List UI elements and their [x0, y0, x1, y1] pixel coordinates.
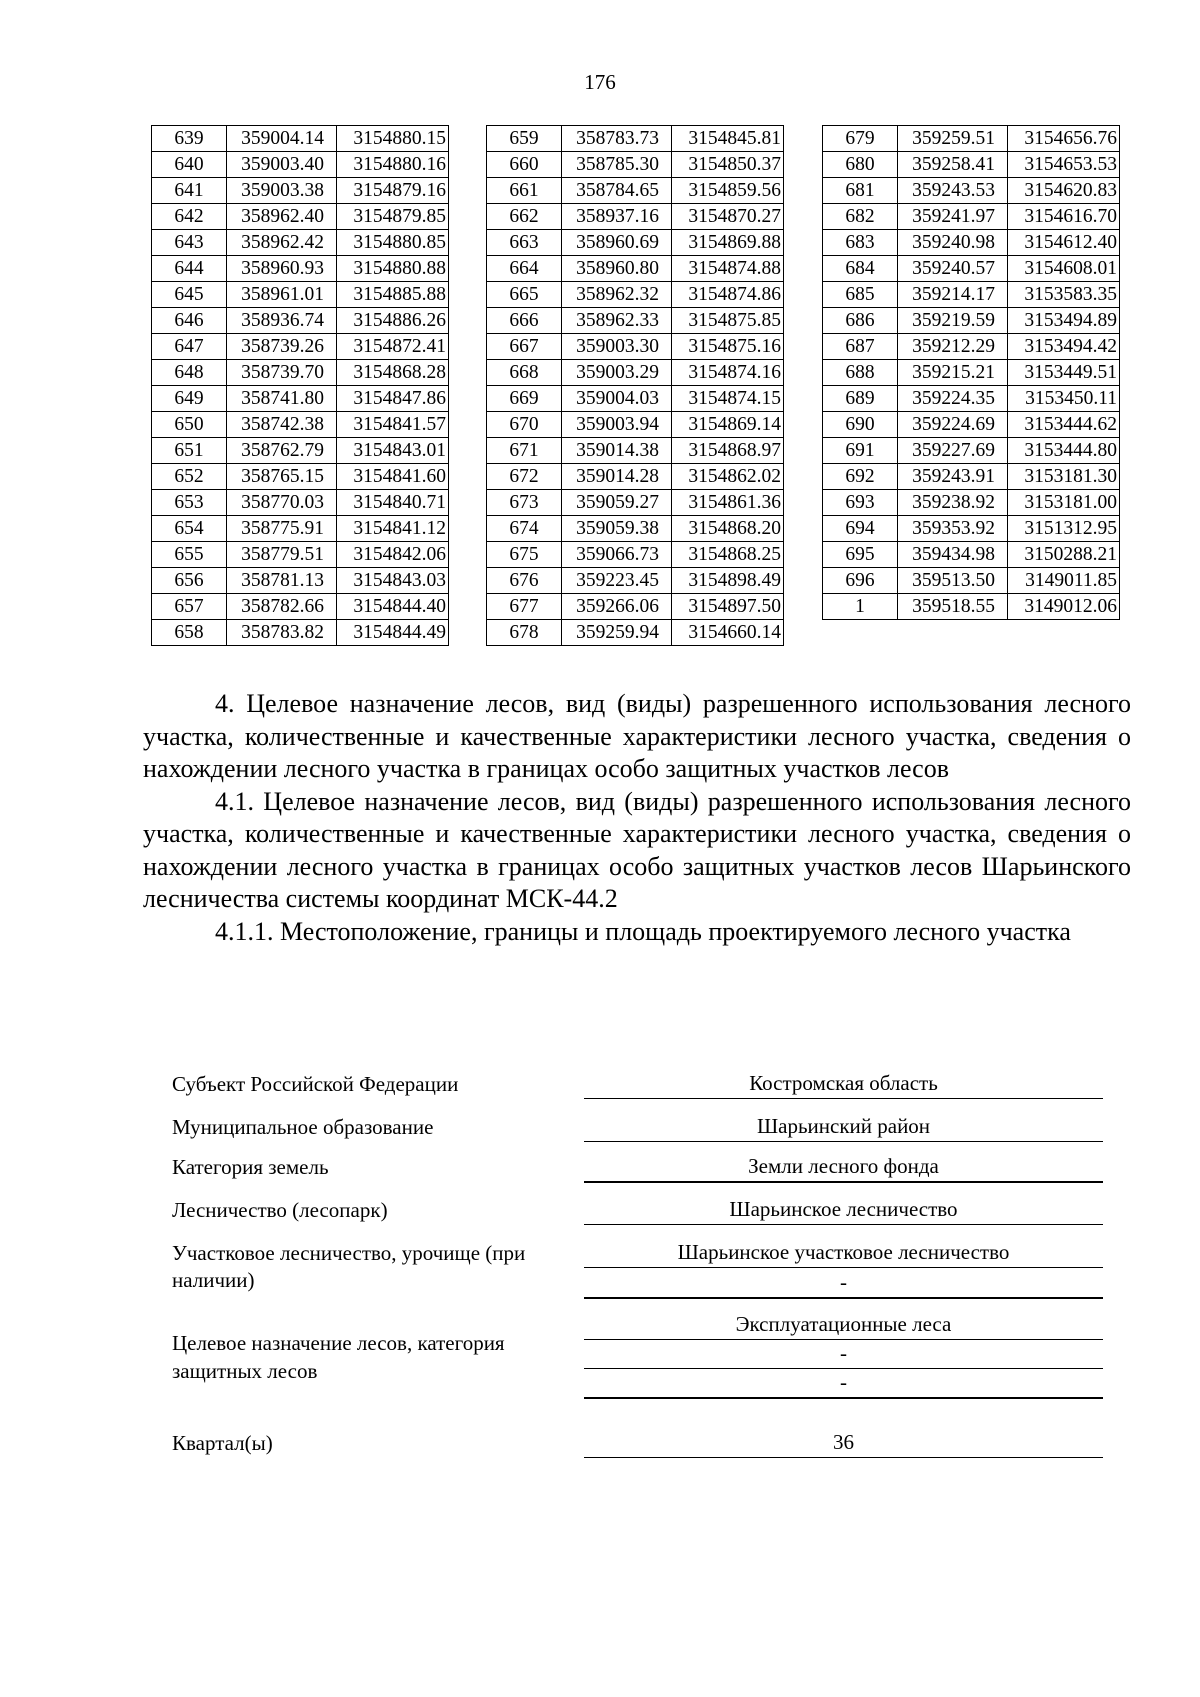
y-coordinate-cell: 3154656.76 — [1008, 126, 1120, 152]
x-coordinate-cell: 359259.51 — [898, 126, 1008, 152]
point-number-cell: 668 — [487, 360, 562, 386]
point-number-cell: 642 — [152, 204, 227, 230]
table-row — [152, 178, 449, 204]
table-row — [487, 568, 784, 594]
table-row — [823, 516, 1120, 542]
municipality-value: Шарьинский район — [584, 1111, 1103, 1142]
point-number-cell: 673 — [487, 490, 562, 516]
y-coordinate-cell: 3154859.56 — [672, 178, 784, 204]
coordinates-table-3 — [822, 125, 1120, 620]
y-coordinate-cell: 3154874.16 — [672, 360, 784, 386]
x-coordinate-cell: 359014.38 — [562, 438, 672, 464]
x-coordinate-cell: 358782.66 — [227, 594, 337, 620]
x-coordinate-cell: 358781.13 — [227, 568, 337, 594]
x-coordinate-cell: 358962.33 — [562, 308, 672, 334]
table-row — [152, 594, 449, 620]
point-number-cell: 639 — [152, 126, 227, 152]
y-coordinate-cell: 3150288.21 — [1008, 542, 1120, 568]
point-number-cell: 663 — [487, 230, 562, 256]
y-coordinate-cell: 3154616.70 — [1008, 204, 1120, 230]
x-coordinate-cell: 359066.73 — [562, 542, 672, 568]
y-coordinate-cell: 3153181.30 — [1008, 464, 1120, 490]
table-row — [823, 256, 1120, 282]
x-coordinate-cell: 358962.40 — [227, 204, 337, 230]
table-row — [152, 542, 449, 568]
table-row — [152, 152, 449, 178]
y-coordinate-cell: 3154897.50 — [672, 594, 784, 620]
table-row — [823, 594, 1120, 620]
table-row — [487, 516, 784, 542]
table-row — [487, 126, 784, 152]
x-coordinate-cell: 358779.51 — [227, 542, 337, 568]
table-row — [823, 308, 1120, 334]
point-number-cell: 694 — [823, 516, 898, 542]
y-coordinate-cell: 3154841.57 — [337, 412, 449, 438]
y-coordinate-cell: 3154660.14 — [672, 620, 784, 646]
y-coordinate-cell: 3154870.27 — [672, 204, 784, 230]
subject-value: Костромская область — [584, 1068, 1103, 1099]
y-coordinate-cell: 3154874.86 — [672, 282, 784, 308]
y-coordinate-cell: 3153494.42 — [1008, 334, 1120, 360]
table-row — [823, 386, 1120, 412]
section-heading-4-1-1: 4.1.1. Местоположение, границы и площадь проектируемого лесного участка — [215, 916, 1071, 946]
point-number-cell: 691 — [823, 438, 898, 464]
y-coordinate-cell: 3153583.35 — [1008, 282, 1120, 308]
y-coordinate-cell: 3154847.86 — [337, 386, 449, 412]
point-number-cell: 654 — [152, 516, 227, 542]
table-row — [152, 360, 449, 386]
x-coordinate-cell: 358960.93 — [227, 256, 337, 282]
y-coordinate-cell: 3154875.16 — [672, 334, 784, 360]
point-number-cell: 671 — [487, 438, 562, 464]
y-coordinate-cell: 3153494.89 — [1008, 308, 1120, 334]
table-row — [152, 464, 449, 490]
point-number-cell: 640 — [152, 152, 227, 178]
x-coordinate-cell: 359219.59 — [898, 308, 1008, 334]
point-number-cell: 646 — [152, 308, 227, 334]
x-coordinate-cell: 359223.45 — [562, 568, 672, 594]
table-row — [487, 230, 784, 256]
table-row — [487, 152, 784, 178]
district-forestry-value: Шарьинское участковое лесничество — [584, 1237, 1103, 1268]
table-row — [487, 360, 784, 386]
point-number-cell: 684 — [823, 256, 898, 282]
x-coordinate-cell: 359227.69 — [898, 438, 1008, 464]
x-coordinate-cell: 359259.94 — [562, 620, 672, 646]
y-coordinate-cell: 3154868.20 — [672, 516, 784, 542]
table-row — [152, 386, 449, 412]
y-coordinate-cell: 3153449.51 — [1008, 360, 1120, 386]
point-number-cell: 645 — [152, 282, 227, 308]
coordinates-table-2 — [486, 125, 784, 646]
y-coordinate-cell: 3154653.53 — [1008, 152, 1120, 178]
purpose-label-line1: Целевое назначение лесов, категория — [172, 1331, 505, 1355]
x-coordinate-cell: 358742.38 — [227, 412, 337, 438]
x-coordinate-cell: 359241.97 — [898, 204, 1008, 230]
point-number-cell: 693 — [823, 490, 898, 516]
table-row — [823, 360, 1120, 386]
x-coordinate-cell: 358783.73 — [562, 126, 672, 152]
x-coordinate-cell: 359518.55 — [898, 594, 1008, 620]
y-coordinate-cell: 3154874.88 — [672, 256, 784, 282]
x-coordinate-cell: 359003.38 — [227, 178, 337, 204]
table-row — [823, 490, 1120, 516]
x-coordinate-cell: 359434.98 — [898, 542, 1008, 568]
table-row — [823, 334, 1120, 360]
x-coordinate-cell: 358785.30 — [562, 152, 672, 178]
y-coordinate-cell: 3153444.80 — [1008, 438, 1120, 464]
point-number-cell: 656 — [152, 568, 227, 594]
section-text — [143, 688, 1131, 948]
y-coordinate-cell: 3154844.40 — [337, 594, 449, 620]
x-coordinate-cell: 359004.14 — [227, 126, 337, 152]
x-coordinate-cell: 359240.57 — [898, 256, 1008, 282]
district-forestry-label-line1: Участковое лесничество, урочище (при — [172, 1241, 526, 1265]
y-coordinate-cell: 3153450.11 — [1008, 386, 1120, 412]
point-number-cell: 641 — [152, 178, 227, 204]
table-row — [152, 334, 449, 360]
x-coordinate-cell: 359243.91 — [898, 464, 1008, 490]
x-coordinate-cell: 359238.92 — [898, 490, 1008, 516]
table-row — [487, 282, 784, 308]
point-number-cell: 685 — [823, 282, 898, 308]
table-row — [152, 516, 449, 542]
table-row — [152, 282, 449, 308]
point-number-cell: 670 — [487, 412, 562, 438]
x-coordinate-cell: 359212.29 — [898, 334, 1008, 360]
x-coordinate-cell: 359240.98 — [898, 230, 1008, 256]
x-coordinate-cell: 359224.69 — [898, 412, 1008, 438]
y-coordinate-cell: 3154842.06 — [337, 542, 449, 568]
forestry-label: Лесничество (лесопарк) — [172, 1198, 388, 1222]
table-row — [152, 126, 449, 152]
purpose-value: Эксплуатационные леса — [584, 1309, 1103, 1340]
x-coordinate-cell: 358961.01 — [227, 282, 337, 308]
x-coordinate-cell: 358960.69 — [562, 230, 672, 256]
table-row — [823, 178, 1120, 204]
table-row — [823, 464, 1120, 490]
y-coordinate-cell: 3153444.62 — [1008, 412, 1120, 438]
y-coordinate-cell: 3154869.88 — [672, 230, 784, 256]
y-coordinate-cell: 3149012.06 — [1008, 594, 1120, 620]
table-row — [152, 256, 449, 282]
table-row — [152, 438, 449, 464]
point-number-cell: 666 — [487, 308, 562, 334]
table-row — [487, 620, 784, 646]
point-number-cell: 676 — [487, 568, 562, 594]
point-number-cell: 692 — [823, 464, 898, 490]
table-row — [823, 126, 1120, 152]
x-coordinate-cell: 359014.28 — [562, 464, 672, 490]
table-row — [823, 438, 1120, 464]
land-category-value: Земли лесного фонда — [584, 1151, 1103, 1183]
table-row — [487, 464, 784, 490]
point-number-cell: 688 — [823, 360, 898, 386]
point-number-cell: 648 — [152, 360, 227, 386]
coordinates-table-1 — [151, 125, 449, 646]
land-category-label: Категория земель — [172, 1155, 329, 1179]
point-number-cell: 659 — [487, 126, 562, 152]
x-coordinate-cell: 359353.92 — [898, 516, 1008, 542]
table-row — [487, 308, 784, 334]
point-number-cell: 661 — [487, 178, 562, 204]
district-forestry-label-line2: наличии) — [172, 1268, 255, 1292]
y-coordinate-cell: 3154840.71 — [337, 490, 449, 516]
y-coordinate-cell: 3154620.83 — [1008, 178, 1120, 204]
x-coordinate-cell: 358770.03 — [227, 490, 337, 516]
table-row — [823, 282, 1120, 308]
y-coordinate-cell: 3154845.81 — [672, 126, 784, 152]
x-coordinate-cell: 359243.53 — [898, 178, 1008, 204]
x-coordinate-cell: 358762.79 — [227, 438, 337, 464]
table-row — [487, 204, 784, 230]
point-number-cell: 674 — [487, 516, 562, 542]
x-coordinate-cell: 359214.17 — [898, 282, 1008, 308]
point-number-cell: 687 — [823, 334, 898, 360]
protective-category-value: - — [584, 1338, 1103, 1369]
point-number-cell: 689 — [823, 386, 898, 412]
x-coordinate-cell: 358739.26 — [227, 334, 337, 360]
point-number-cell: 653 — [152, 490, 227, 516]
point-number-cell: 662 — [487, 204, 562, 230]
y-coordinate-cell: 3154841.60 — [337, 464, 449, 490]
point-number-cell: 690 — [823, 412, 898, 438]
protective-subcategory-value: - — [584, 1367, 1103, 1399]
point-number-cell: 672 — [487, 464, 562, 490]
table-row — [823, 230, 1120, 256]
x-coordinate-cell: 359059.38 — [562, 516, 672, 542]
y-coordinate-cell: 3154844.49 — [337, 620, 449, 646]
x-coordinate-cell: 358936.74 — [227, 308, 337, 334]
y-coordinate-cell: 3154612.40 — [1008, 230, 1120, 256]
point-number-cell: 665 — [487, 282, 562, 308]
x-coordinate-cell: 358962.32 — [562, 282, 672, 308]
x-coordinate-cell: 359059.27 — [562, 490, 672, 516]
y-coordinate-cell: 3154880.85 — [337, 230, 449, 256]
table-row — [487, 386, 784, 412]
y-coordinate-cell: 3154868.25 — [672, 542, 784, 568]
x-coordinate-cell: 359258.41 — [898, 152, 1008, 178]
x-coordinate-cell: 359224.35 — [898, 386, 1008, 412]
x-coordinate-cell: 358962.42 — [227, 230, 337, 256]
page-number: 176 — [584, 70, 616, 94]
y-coordinate-cell: 3154880.15 — [337, 126, 449, 152]
x-coordinate-cell: 359003.94 — [562, 412, 672, 438]
table-row — [487, 594, 784, 620]
x-coordinate-cell: 359266.06 — [562, 594, 672, 620]
y-coordinate-cell: 3154875.85 — [672, 308, 784, 334]
point-number-cell: 681 — [823, 178, 898, 204]
x-coordinate-cell: 358937.16 — [562, 204, 672, 230]
x-coordinate-cell: 358765.15 — [227, 464, 337, 490]
y-coordinate-cell: 3154880.16 — [337, 152, 449, 178]
purpose-label-line2: защитных лесов — [172, 1359, 318, 1383]
quarters-value: 36 — [584, 1427, 1103, 1458]
y-coordinate-cell: 3154843.01 — [337, 438, 449, 464]
point-number-cell: 696 — [823, 568, 898, 594]
table-row — [487, 438, 784, 464]
table-row — [152, 568, 449, 594]
point-number-cell: 655 — [152, 542, 227, 568]
y-coordinate-cell: 3154880.88 — [337, 256, 449, 282]
point-number-cell: 652 — [152, 464, 227, 490]
table-row — [152, 412, 449, 438]
y-coordinate-cell: 3154843.03 — [337, 568, 449, 594]
point-number-cell: 658 — [152, 620, 227, 646]
subject-label: Субъект Российской Федерации — [172, 1072, 459, 1096]
table-row — [823, 542, 1120, 568]
table-row — [152, 204, 449, 230]
point-number-cell: 686 — [823, 308, 898, 334]
municipality-label: Муниципальное образование — [172, 1115, 434, 1139]
forestry-value: Шарьинское лесничество — [584, 1194, 1103, 1225]
y-coordinate-cell: 3154898.49 — [672, 568, 784, 594]
y-coordinate-cell: 3154886.26 — [337, 308, 449, 334]
table-row — [152, 620, 449, 646]
y-coordinate-cell: 3154862.02 — [672, 464, 784, 490]
y-coordinate-cell: 3154872.41 — [337, 334, 449, 360]
x-coordinate-cell: 358741.80 — [227, 386, 337, 412]
x-coordinate-cell: 359003.30 — [562, 334, 672, 360]
table-row — [487, 412, 784, 438]
section-heading-4-1: 4.1. Целевое назначение лесов, вид (виды) разрешенного использования лесного участка, количественные и качественные характеристики лесного участка, сведения о нахождении лесного участка в границах особо защитных участков лесов Шарьинского лесничества системы координат МСК-44.2 — [143, 786, 1131, 913]
section-heading-4: 4. Целевое назначение лесов, вид (виды) разрешенного использования лесного участка, количественные и качественные характеристики лесного участка, сведения о нахождении лесного участка в границах особо защитных участков лесов — [143, 689, 1131, 783]
y-coordinate-cell: 3154861.36 — [672, 490, 784, 516]
point-number-cell: 644 — [152, 256, 227, 282]
point-number-cell: 651 — [152, 438, 227, 464]
point-number-cell: 647 — [152, 334, 227, 360]
x-coordinate-cell: 359003.29 — [562, 360, 672, 386]
point-number-cell: 679 — [823, 126, 898, 152]
point-number-cell: 664 — [487, 256, 562, 282]
y-coordinate-cell: 3154885.88 — [337, 282, 449, 308]
y-coordinate-cell: 3154879.85 — [337, 204, 449, 230]
x-coordinate-cell: 359215.21 — [898, 360, 1008, 386]
y-coordinate-cell: 3154608.01 — [1008, 256, 1120, 282]
table-row — [487, 178, 784, 204]
point-number-cell: 660 — [487, 152, 562, 178]
y-coordinate-cell: 3149011.85 — [1008, 568, 1120, 594]
point-number-cell: 695 — [823, 542, 898, 568]
x-coordinate-cell: 358960.80 — [562, 256, 672, 282]
x-coordinate-cell: 359003.40 — [227, 152, 337, 178]
y-coordinate-cell: 3153181.00 — [1008, 490, 1120, 516]
table-row — [152, 308, 449, 334]
point-number-cell: 680 — [823, 152, 898, 178]
point-number-cell: 649 — [152, 386, 227, 412]
y-coordinate-cell: 3154868.28 — [337, 360, 449, 386]
point-number-cell: 675 — [487, 542, 562, 568]
table-row — [487, 542, 784, 568]
y-coordinate-cell: 3154841.12 — [337, 516, 449, 542]
table-row — [152, 490, 449, 516]
tract-value: - — [584, 1267, 1103, 1299]
point-number-cell: 677 — [487, 594, 562, 620]
table-row — [823, 568, 1120, 594]
y-coordinate-cell: 3154874.15 — [672, 386, 784, 412]
point-number-cell: 1 — [823, 594, 898, 620]
x-coordinate-cell: 358783.82 — [227, 620, 337, 646]
table-row — [487, 334, 784, 360]
x-coordinate-cell: 359004.03 — [562, 386, 672, 412]
table-row — [487, 490, 784, 516]
quarters-label: Квартал(ы) — [172, 1431, 273, 1455]
x-coordinate-cell: 358775.91 — [227, 516, 337, 542]
y-coordinate-cell: 3154869.14 — [672, 412, 784, 438]
point-number-cell: 683 — [823, 230, 898, 256]
y-coordinate-cell: 3154879.16 — [337, 178, 449, 204]
point-number-cell: 682 — [823, 204, 898, 230]
point-number-cell: 657 — [152, 594, 227, 620]
point-number-cell: 643 — [152, 230, 227, 256]
table-row — [823, 412, 1120, 438]
point-number-cell: 669 — [487, 386, 562, 412]
table-row — [823, 152, 1120, 178]
x-coordinate-cell: 359513.50 — [898, 568, 1008, 594]
x-coordinate-cell: 358784.65 — [562, 178, 672, 204]
table-row — [487, 256, 784, 282]
x-coordinate-cell: 358739.70 — [227, 360, 337, 386]
point-number-cell: 678 — [487, 620, 562, 646]
y-coordinate-cell: 3154868.97 — [672, 438, 784, 464]
table-row — [152, 230, 449, 256]
y-coordinate-cell: 3154850.37 — [672, 152, 784, 178]
y-coordinate-cell: 3151312.95 — [1008, 516, 1120, 542]
point-number-cell: 667 — [487, 334, 562, 360]
point-number-cell: 650 — [152, 412, 227, 438]
table-row — [823, 204, 1120, 230]
